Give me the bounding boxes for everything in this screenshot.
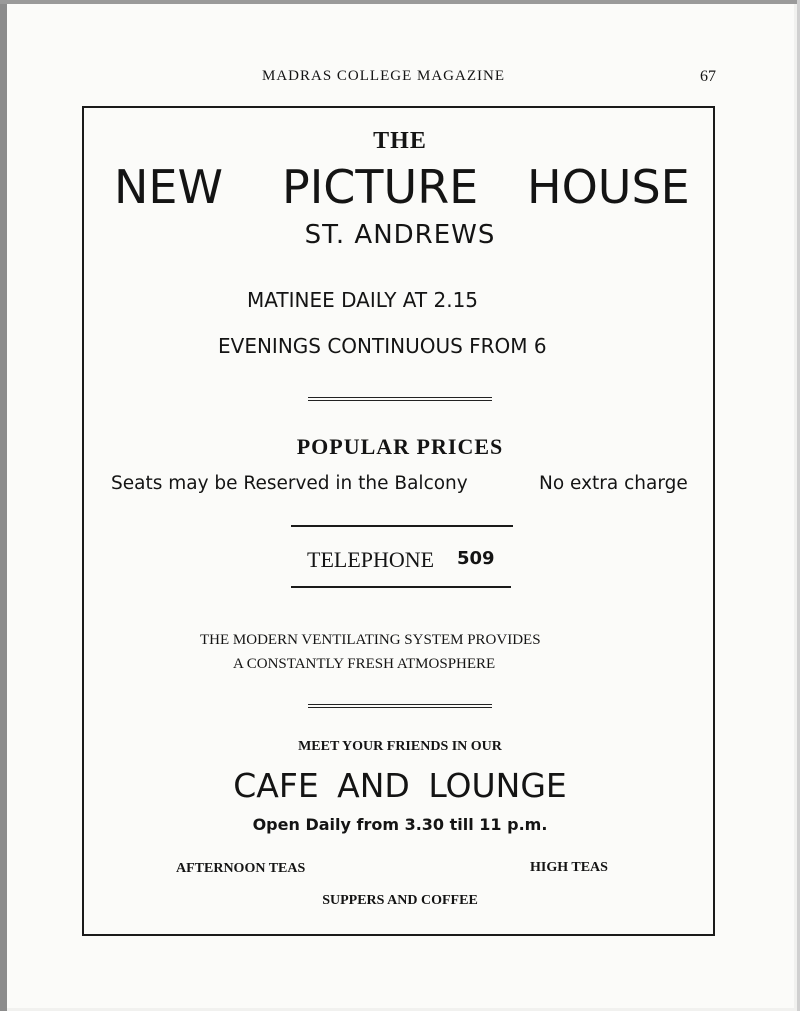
rule-divider (291, 525, 513, 527)
telephone-label: TELEPHONE (307, 547, 435, 572)
telephone-number: 509 (457, 548, 495, 569)
advert-location: ST. ANDREWS (304, 220, 496, 250)
afternoon-teas: AFTERNOON TEAS (176, 861, 306, 876)
rule-divider (291, 586, 511, 588)
suppers-and-coffee: SUPPERS AND COFFEE (322, 893, 478, 908)
advert-the: THE (373, 128, 427, 154)
advert-name-word-picture: PICTURE (282, 160, 479, 214)
evening-times: EVENINGS CONTINUOUS FROM 6 (218, 334, 547, 358)
advert-name-word-new: NEW (114, 160, 223, 214)
matinee-times: MATINEE DAILY AT 2.15 (247, 288, 479, 312)
prices-heading: POPULAR PRICES (296, 434, 504, 459)
running-title: MADRAS COLLEGE MAGAZINE (262, 68, 505, 84)
double-rule-divider (308, 397, 492, 401)
double-rule-divider (308, 704, 492, 708)
advert-name-word-house: HOUSE (527, 160, 690, 214)
page-number: 67 (700, 68, 716, 85)
page-edge-shadow-top (0, 0, 800, 4)
meet-friends-text: MEET YOUR FRIENDS IN OUR (298, 739, 502, 754)
ventilation-line-2: A CONSTANTLY FRESH ATMOSPHERE (233, 656, 496, 672)
no-extra-charge-text: No extra charge (539, 473, 688, 494)
ventilation-line-1: THE MODERN VENTILATING SYSTEM PROVIDES (200, 632, 541, 648)
cafe-lounge-title: CAFE AND LOUNGE (233, 766, 567, 805)
high-teas: HIGH TEAS (530, 860, 608, 875)
opening-hours: Open Daily from 3.30 till 11 p.m. (252, 815, 548, 834)
balcony-reservation-text: Seats may be Reserved in the Balcony (111, 473, 468, 494)
